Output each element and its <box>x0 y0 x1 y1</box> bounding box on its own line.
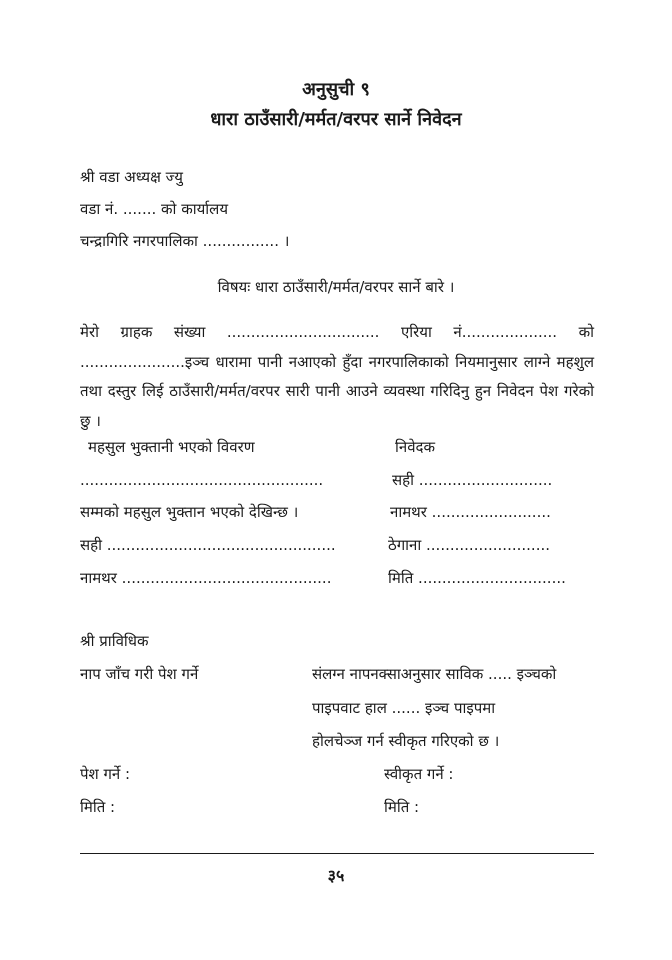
application-body: मेरो ग्राहक संख्या ................................ एरिया नं.................... को ......................इञ्च धारामा पानी नआएको हुँदा नगरपालिकाको नियमानुसार लाग्ने महशुल तथा दस्तुर लिई ठाउँसारी/मर्मत/वरपर सारी पानी आउने व्यवस्था गरिदिनु हुन निवेदन पेश गरेको छु । <box>80 323 594 430</box>
technical-note-line-3: होलचेञ्ज गर्न स्वीकृत गरिएको छ । <box>312 732 500 750</box>
address-line-3: चन्द्रागिरि नगरपालिका ................ । <box>80 232 290 250</box>
subject-line: विषयः धारा ठाउँसारी/मर्मत/वरपर सार्ने बारे । <box>217 278 455 296</box>
applicant-address-line: ठेगाना .......................... <box>388 536 550 554</box>
page-number: ३५ <box>327 866 345 885</box>
address-line-1: श्री वडा अध्यक्ष ज्यु <box>80 168 183 186</box>
applicant-date-line: मिति ............................... <box>388 569 566 587</box>
payment-dots-line: ................................................... <box>80 471 324 489</box>
approved-by-label: स्वीकृत गर्ने : <box>384 765 454 783</box>
payment-signature-line: सही ................................................ <box>80 536 336 554</box>
address-line-2: वडा नं. ....... को कार्यालय <box>80 200 229 218</box>
technical-note-line-2: पाइपवाट हाल ...... इञ्च पाइपमा <box>312 699 496 717</box>
payment-confirmation-line: सम्मको महसुल भुक्तान भएको देखिन्छ । <box>80 503 299 521</box>
applicant-name-line: नामथर ......................... <box>390 503 551 521</box>
submit-date-label: मिति : <box>80 798 116 816</box>
technical-instruction: नाप जाँच गरी पेश गर्ने <box>80 665 199 683</box>
payment-details-heading: महसुल भुक्तानी भएको विवरण <box>88 438 255 456</box>
footer-divider <box>80 853 594 854</box>
applicant-signature-line: सही ............................ <box>392 471 553 489</box>
technical-note-line-1: संलग्न नापनक्साअनुसार साविक ..... इञ्चको <box>312 665 557 683</box>
form-title: अनुसुची ९ <box>302 79 370 100</box>
submitted-by-label: पेश गर्ने : <box>80 765 131 783</box>
form-subtitle: धारा ठाउँसारी/मर्मत/वरपर सार्ने निवेदन <box>210 109 462 130</box>
applicant-heading: निवेदक <box>395 438 436 456</box>
technical-heading: श्री प्राविधिक <box>80 632 149 650</box>
approve-date-label: मिति : <box>384 798 420 816</box>
payment-name-line: नामथर ............................................ <box>80 569 332 587</box>
